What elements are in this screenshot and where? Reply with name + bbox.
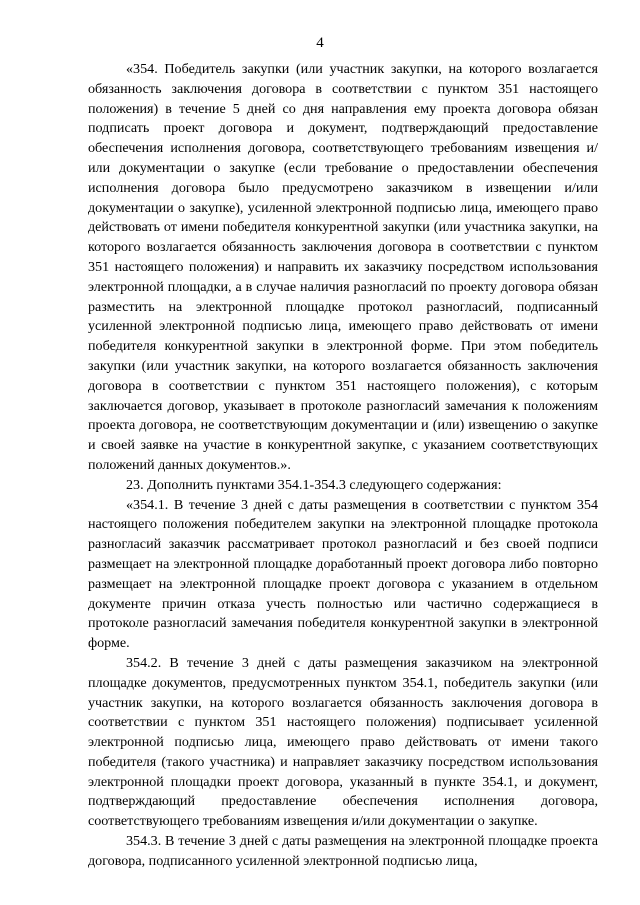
paragraph-354-2: 354.2. В течение 3 дней с даты размещения заказчиком на электронной площадке документов, предусмотренных пунктом 354.1, победитель закупки (или участник закупки, на которого возлагается обязанность заключения договора в соответствии с пунктом 351 настоящего положения) подписывает усиленной электронной подписью лица, имеющего право действовать от имени такого победителя (такого участника) и направляет заказчику посредством использования электронной площадки проект договора, указанный в пункте 354.1, и документ, подтверждающий предоставление обеспечения исполнения договора, соответствующего требованиям извещения и/или документации о закупке. (88, 654, 598, 830)
document-body (88, 60, 598, 872)
page-number: 4 (316, 35, 324, 51)
paragraph-354: «354. Победитель закупки (или участник закупки, на которого возлагается обязанность заключения договора в соответствии с пунктом 351 настоящего положения) в течение 5 дней со дня направления ему проекта договора обязан подписать проект договора и документ, подтверждающий предоставление обеспечения исполнения договора, соответствующего требованиям извещения и/или документации о закупке (если требование о предоставлении обеспечения исполнения договора было предусмотрено заказчиком в извещении и/или документации о закупке), усиленной электронной подписью лица, имеющего право действовать от имени победителя конкурентной закупки (или участника закупки, на которого возлагается обязанность заключения договора в соответствии с пунктом 351 настоящего положения) и направить их заказчику посредством использования электронной площадки, а в случае наличия разногласий по проекту договора обязан разместить на электронной площадке протокол разногласий, подписанный усиленной электронной подписью лица, имеющего право действовать от имени победителя конкурентной закупки в электронной форме. При этом победитель закупки (или участник закупки, на которого возлагается обязанность заключения договора в соответствии с пунктом 351 настоящего положения), с которым заключается договор, указывает в протоколе разногласий замечания к положениям проекта договора, не соответствующим документации и (или) извещению о закупке и своей заявке на участие в конкурентной закупке, с указанием соответствующих положений данных документов.». (88, 61, 598, 473)
paragraph-354-3: 354.3. В течение 3 дней с даты размещения на электронной площадке проекта договора, подписанного усиленной электронной подписью лица, (88, 833, 598, 869)
paragraph-354-1: «354.1. В течение 3 дней с даты размещения в соответствии с пунктом 354 настоящего положения победителем закупки на электронной площадке протокола разногласий заказчик рассматривает протокол разногласий и без своей подписи размещает на электронной площадке доработанный проект договора либо повторно размещает на электронной площадке проект договора с указанием в отдельном документе причин отказа учесть полностью или частично содержащиеся в протоколе разногласий замечания победителя конкурентной закупки в электронной форме. (88, 496, 598, 652)
paragraph-amendment-23: 23. Дополнить пунктами 354.1-354.3 следующего содержания: (126, 476, 502, 493)
